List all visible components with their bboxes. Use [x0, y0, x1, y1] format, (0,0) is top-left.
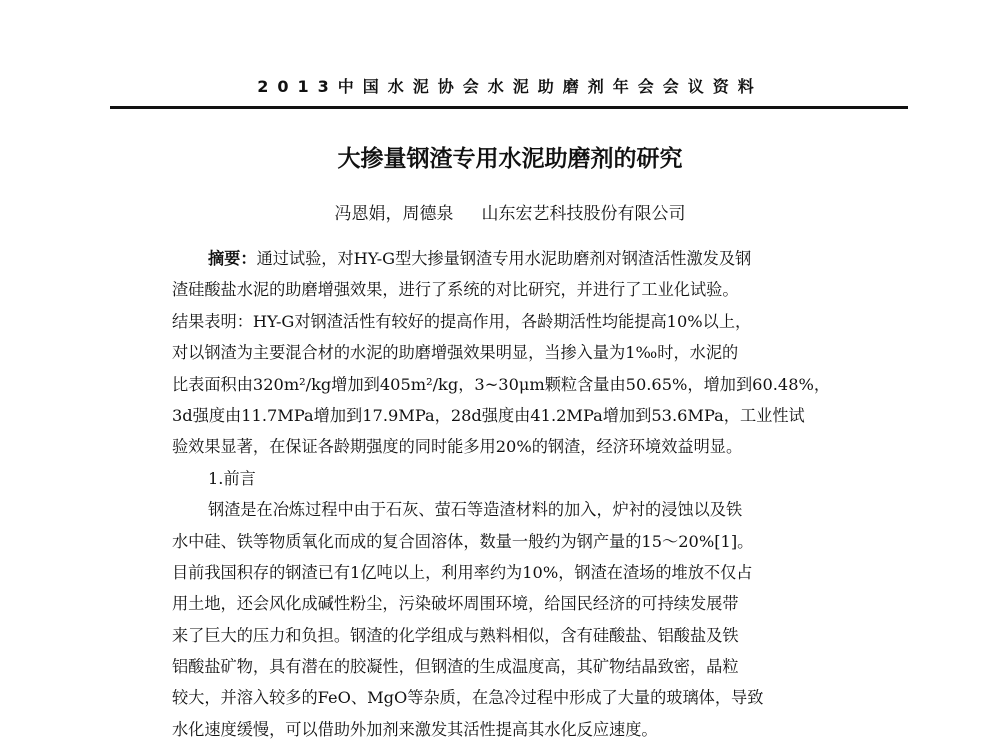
running-header: 2013中国水泥协会水泥助磨剂年会会议资料 [257, 77, 763, 96]
paragraph-line: 钢渣是在冶炼过程中由于石灰、萤石等造渣材料的加入，炉衬的浸蚀以及铁 [208, 500, 743, 520]
paragraph-line: 目前我国积存的钢渣已有1亿吨以上，利用率约为10%，钢渣在渣场的堆放不仅占 [172, 562, 753, 582]
abstract-line: 对以钢渣为主要混合材的水泥的助磨增强效果明显，当掺入量为1‰时，水泥的 [172, 343, 739, 363]
author-affiliation: 山东宏艺科技股份有限公司 [481, 204, 686, 224]
abstract-line: 渣硅酸盐水泥的助磨增强效果，进行了系统的对比研究，并进行了工业化试验。 [172, 280, 739, 300]
abstract-line: 3d强度由11.7MPa增加到17.9MPa，28d强度由41.2MPa增加到53.6MPa，工业性试 [172, 405, 805, 425]
section-heading: 1.前言 [208, 468, 256, 488]
author-names: 冯恩娟，周德泉 [334, 204, 454, 224]
abstract-label: 摘要： [208, 249, 257, 268]
header-rule [110, 106, 908, 109]
paragraph-line: 较大，并溶入较多的FeO、MgO等杂质，在急冷过程中形成了大量的玻璃体，导致 [172, 688, 764, 708]
author-line [110, 201, 910, 227]
paragraph-line: 用土地，还会风化成碱性粉尘，污染破坏周围环境，给国民经济的可持续发展带 [172, 594, 739, 614]
abstract-line: 结果表明：HY-G对钢渣活性有较好的提高作用，各龄期活性均能提高10%以上， [172, 311, 752, 331]
paper-title: 大掺量钢渣专用水泥助磨剂的研究 [337, 146, 683, 172]
paragraph-line: 水中硅、铁等物质氧化而成的复合固溶体，数量一般约为钢产量的15～20%[1]。 [172, 531, 754, 551]
paragraph-line: 来了巨大的压力和负担。钢渣的化学组成与熟料相似，含有硅酸盐、铝酸盐及铁 [172, 625, 739, 645]
body-text [172, 243, 862, 745]
paragraph-line: 铝酸盐矿物，具有潜在的胶凝性，但钢渣的生成温度高，其矿物结晶致密，晶粒 [172, 657, 739, 677]
abstract-line: 摘要：通过试验，对HY-G型大掺量钢渣专用水泥助磨剂对钢渣活性激发及钢 [208, 249, 752, 268]
abstract-line: 验效果显著，在保证各龄期强度的同时能多用20%的钢渣，经济环境效益明显。 [172, 437, 743, 457]
abstract-line: 比表面积由320m²/kg增加到405m²/kg，3~30μm颗粒含量由50.65%，增加到60.48%， [172, 374, 831, 394]
paragraph-line: 水化速度缓慢，可以借助外加剂来激发其活性提高其水化反应速度。 [172, 719, 658, 739]
